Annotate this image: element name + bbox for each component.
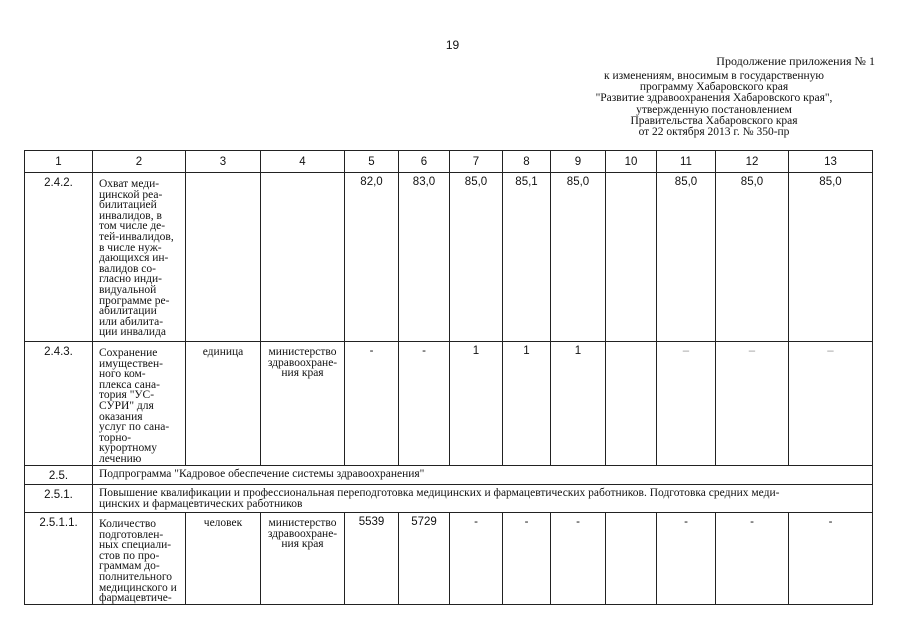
column-number-row bbox=[25, 151, 873, 173]
table-row bbox=[25, 342, 873, 466]
unit-cell bbox=[186, 173, 261, 342]
value-cell: – bbox=[789, 342, 873, 466]
column-number: 11 bbox=[657, 151, 716, 173]
owner-cell bbox=[261, 173, 345, 342]
row-code: 2.4.2. bbox=[25, 173, 93, 342]
value-cell bbox=[606, 342, 657, 466]
value-cell: 1 bbox=[450, 342, 503, 466]
value-cell: - bbox=[657, 513, 716, 605]
unit-cell: единица bbox=[186, 342, 261, 466]
page-number: 19 bbox=[445, 38, 460, 52]
value-cell: - bbox=[345, 342, 399, 466]
unit-cell: человек bbox=[186, 513, 261, 605]
value-cell: 5729 bbox=[399, 513, 450, 605]
value-cell: 83,0 bbox=[399, 173, 450, 342]
subprogram-title: Подпрограмма "Кадровое обеспечение системы здравоохранения" bbox=[93, 466, 873, 485]
value-cell: - bbox=[716, 513, 789, 605]
activity-title: Повышение квалификации и профессиональная переподготовка медицинских и фармацевтических работников. Подготовка средних меди- цинских и фармацевтических работников bbox=[93, 485, 873, 513]
column-number: 2 bbox=[93, 151, 186, 173]
value-cell: - bbox=[450, 513, 503, 605]
value-cell bbox=[606, 513, 657, 605]
column-number: 1 bbox=[25, 151, 93, 173]
indicator-name: Количество подготовлен- ных специали- стов по про- граммам до- полнительного медицинского и фармацевтиче- bbox=[93, 513, 186, 605]
row-code: 2.5. bbox=[25, 466, 93, 485]
value-cell bbox=[606, 173, 657, 342]
value-cell: 85,0 bbox=[551, 173, 606, 342]
column-number: 10 bbox=[606, 151, 657, 173]
value-cell: 1 bbox=[551, 342, 606, 466]
column-number: 3 bbox=[186, 151, 261, 173]
owner-cell: министерство здравоохране- ния края bbox=[261, 513, 345, 605]
table-row bbox=[25, 466, 873, 485]
indicators-table bbox=[24, 150, 873, 605]
table-row bbox=[25, 173, 873, 342]
appendix-title: Продолжение приложения № 1 bbox=[716, 54, 875, 68]
subtitle-line: "Развитие здравоохранения Хабаровского края", bbox=[595, 92, 833, 105]
row-code: 2.5.1.1. bbox=[25, 513, 93, 605]
column-number: 9 bbox=[551, 151, 606, 173]
column-number: 6 bbox=[399, 151, 450, 173]
value-cell: - bbox=[551, 513, 606, 605]
value-cell: 85,0 bbox=[657, 173, 716, 342]
column-number: 8 bbox=[503, 151, 551, 173]
table-row bbox=[25, 485, 873, 513]
value-cell: - bbox=[503, 513, 551, 605]
column-number: 7 bbox=[450, 151, 503, 173]
value-cell: 82,0 bbox=[345, 173, 399, 342]
value-cell: 85,0 bbox=[716, 173, 789, 342]
value-cell: - bbox=[399, 342, 450, 466]
value-cell: 85,0 bbox=[789, 173, 873, 342]
value-cell: 85,0 bbox=[450, 173, 503, 342]
owner-cell: министерство здравоохране- ния края bbox=[261, 342, 345, 466]
column-number: 5 bbox=[345, 151, 399, 173]
value-cell: – bbox=[716, 342, 789, 466]
value-cell: – bbox=[657, 342, 716, 466]
appendix-subtitle bbox=[569, 71, 859, 138]
subtitle-line: к изменениям, вносимым в государственную bbox=[604, 70, 824, 82]
value-cell: 85,1 bbox=[503, 173, 551, 342]
subtitle-line: программу Хабаровского края bbox=[639, 81, 789, 94]
row-code: 2.4.3. bbox=[25, 342, 93, 466]
value-cell: 1 bbox=[503, 342, 551, 466]
indicator-name: Сохранение имуществен- ного ком- плекса сана- тория "УС- СУРИ" для оказания услуг по сана- торно- курортному лечению bbox=[93, 342, 186, 466]
indicator-name: Охват меди- цинской реа- билитацией инвалидов, в том числе де- тей-инвалидов, в числе нуж- дающихся ин- валидов со- гласно инди- видуальной программе ре- абилитации или абилита- ции инвалида bbox=[93, 173, 186, 342]
value-cell: 5539 bbox=[345, 513, 399, 605]
subtitle-line: от 22 октября 2013 г. № 350-пр bbox=[638, 126, 790, 139]
column-number: 12 bbox=[716, 151, 789, 173]
column-number: 13 bbox=[789, 151, 873, 173]
subtitle-line: утвержденную постановлением bbox=[636, 103, 792, 116]
row-code: 2.5.1. bbox=[25, 485, 93, 513]
column-number: 4 bbox=[261, 151, 345, 173]
table-row bbox=[25, 513, 873, 605]
subtitle-line: Правительства Хабаровского края bbox=[630, 114, 798, 127]
value-cell: - bbox=[789, 513, 873, 605]
